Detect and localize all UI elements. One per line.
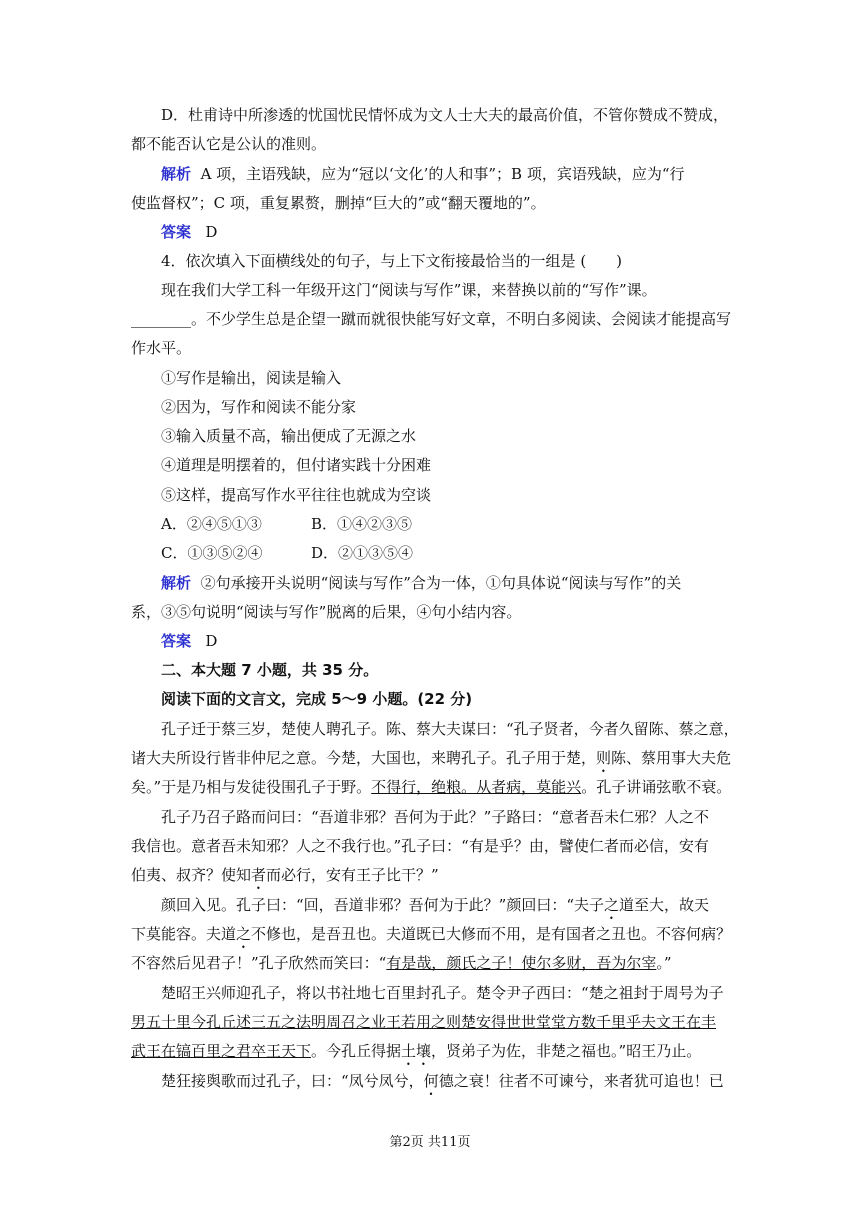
section2-title: 二、本大题 7 小题，共 35 分。 [161,661,379,679]
answer-label: 答案 [161,632,192,650]
q3-option-d-line2: 都不能否认它是公认的准则。 [131,135,327,153]
text: ，贤弟子为佐，非楚之福也。”昭王乃止。 [431,1042,702,1060]
q4-item-4: ④道理是明摆着的，但付诸实践十分困难 [161,456,432,474]
analysis-label: 解析 [161,165,192,183]
dotted-char: 之 [236,925,252,943]
text: 。” [656,954,672,972]
q4-item-5: ⑤这样，提高写作水平往往也就成为空谈 [161,486,432,504]
q3-analysis-line2: 使监督权”；C 项，重复累赘，删掉“巨大的”或“翻天覆地的”。 [131,194,546,212]
text: 楚狂接舆歌而过孔子，曰：“凤兮凤兮， [161,1072,424,1090]
text: 颜回入见。孔子曰：“回，吾道非邪？吾何为于此？”颜回曰：“夫子 [161,896,605,914]
p3-line3 [131,952,672,974]
q4-option-b: B．①④②③⑤ [311,515,413,533]
dotted-char: 之 [604,896,620,914]
q4-analysis-line1 [161,572,681,594]
p1-line2 [131,747,731,776]
q4-passage-line2: ________。不少学生总是企望一蹴而就很快能写好文章，不明白多阅读、会阅读才能提高写 [131,310,732,328]
dotted-char: 何 [423,1072,439,1090]
analysis-label: 解析 [161,574,192,592]
q4-passage-line3: 作水平。 [131,339,192,357]
q4-item-1: ①写作是输出，阅读是输入 [161,369,342,387]
page-footer: 第2页 共11页 [389,1135,471,1150]
text: 伯夷、叔齐？使知 [131,866,252,884]
text: 不修也，是吾丑也。夫道既已大修而不用，是有国者之丑也。不容何病？ [251,925,732,943]
p2-line1: 孔子乃召子路而问曰：“吾道非邪？吾何为于此？”子路曰：“意者吾未仁邪？人之不 [161,808,710,826]
q4-analysis-line2: 系，③⑤句说明“阅读与写作”脱离的后果，④句小结内容。 [131,603,522,621]
q3-answer [161,221,217,243]
dotted-char: 者 [251,866,267,884]
reading-instruction: 阅读下面的文言文，完成 5～9 小题。(22 分) [161,690,473,708]
p1-line3 [131,776,731,798]
underlined-sentence: 有是哉，颜氏之子！使尔多财，吾为尔宰 [386,954,657,972]
q4-answer-value: D [205,632,218,650]
text: 矣。”于是乃相与发徒役围孔子于野。 [131,778,372,796]
q4-answer [161,630,217,652]
q3-option-d-line1: D．杜甫诗中所渗透的忧国忧民情怀成为文人士大夫的最高价值，不管你赞成不赞成， [161,106,729,124]
q3-analysis-text1: A 项，主语残缺，应为“冠以‘文化’的人和事”；B 项，宾语残缺，应为“行 [200,165,685,183]
p4-line3 [131,1040,701,1069]
q4-item-2: ②因为，写作和阅读不能分家 [161,398,357,416]
text: 陈、蔡用事大夫危 [611,749,732,767]
q4-analysis-text1: ②句承接开头说明“阅读与写作”合为一体，①句具体说“阅读与写作”的关 [200,574,682,592]
q4-option-c: C．①③⑤②④ [161,544,263,562]
p5-line1 [161,1070,724,1099]
p1-line1: 孔子迁于蔡三岁，楚使人聘孔子。陈、蔡大夫谋曰：“孔子贤者，今者久留陈、蔡之意， [161,720,739,738]
text: 。孔子讲诵弦歌不衰。 [581,778,732,796]
underlined-sentence: 不得行，绝粮。从者病，莫能兴 [371,778,582,796]
q4-option-a: A．②④⑤①③ [161,515,262,533]
p4-line2-underlined: 男五十里今孔丘述三五之法明周召之业王若用之则楚安得世世堂堂方数千里乎夫文王在丰 [131,1013,717,1031]
text: 诸大夫所设行皆非仲尼之意。今楚，大国也，来聘孔子。孔子用于楚， [131,749,597,767]
q3-answer-value: D [205,223,218,241]
text: 。今孔丘得据 [311,1042,402,1060]
p2-line2: 我信也。意者吾未知邪？人之不我行也。”孔子曰：“有是乎？由，譬使仁者而必信，安有 [131,837,709,855]
underlined-sentence: 武王在镐百里之君卒王天下 [131,1042,312,1060]
p2-line3 [131,864,439,893]
answer-label: 答案 [161,223,192,241]
dotted-char: 则 [596,749,612,767]
q4-option-d: D．②①③⑤④ [311,544,414,562]
text: 不容然后见君子！”孔子欣然而笑曰：“ [131,954,387,972]
text: 下莫能容。夫道 [131,925,237,943]
text: 而必行，安有王子比干？” [266,866,439,884]
q4-item-3: ③输入质量不高，输出便成了无源之水 [161,427,417,445]
p3-line2 [131,923,731,952]
p3-line1 [161,894,709,923]
text: 德之衰！往者不可谏兮，来者犹可追也！已 [438,1072,724,1090]
q3-analysis-line1 [161,163,685,185]
text: 道至大，故天 [619,896,710,914]
p4-line1: 楚昭王兴师迎孔子，将以书社地七百里封孔子。楚令尹子西曰：“楚之祖封于周号为子 [161,984,724,1002]
dotted-char: 土壤 [401,1042,432,1060]
q4-stem: 4．依次填入下面横线处的句子，与上下文衔接最恰当的一组是 ( ) [161,252,623,270]
q4-passage-line1: 现在我们大学工科一年级开这门“阅读与写作”课，来替换以前的“写作”课。 [161,281,657,299]
